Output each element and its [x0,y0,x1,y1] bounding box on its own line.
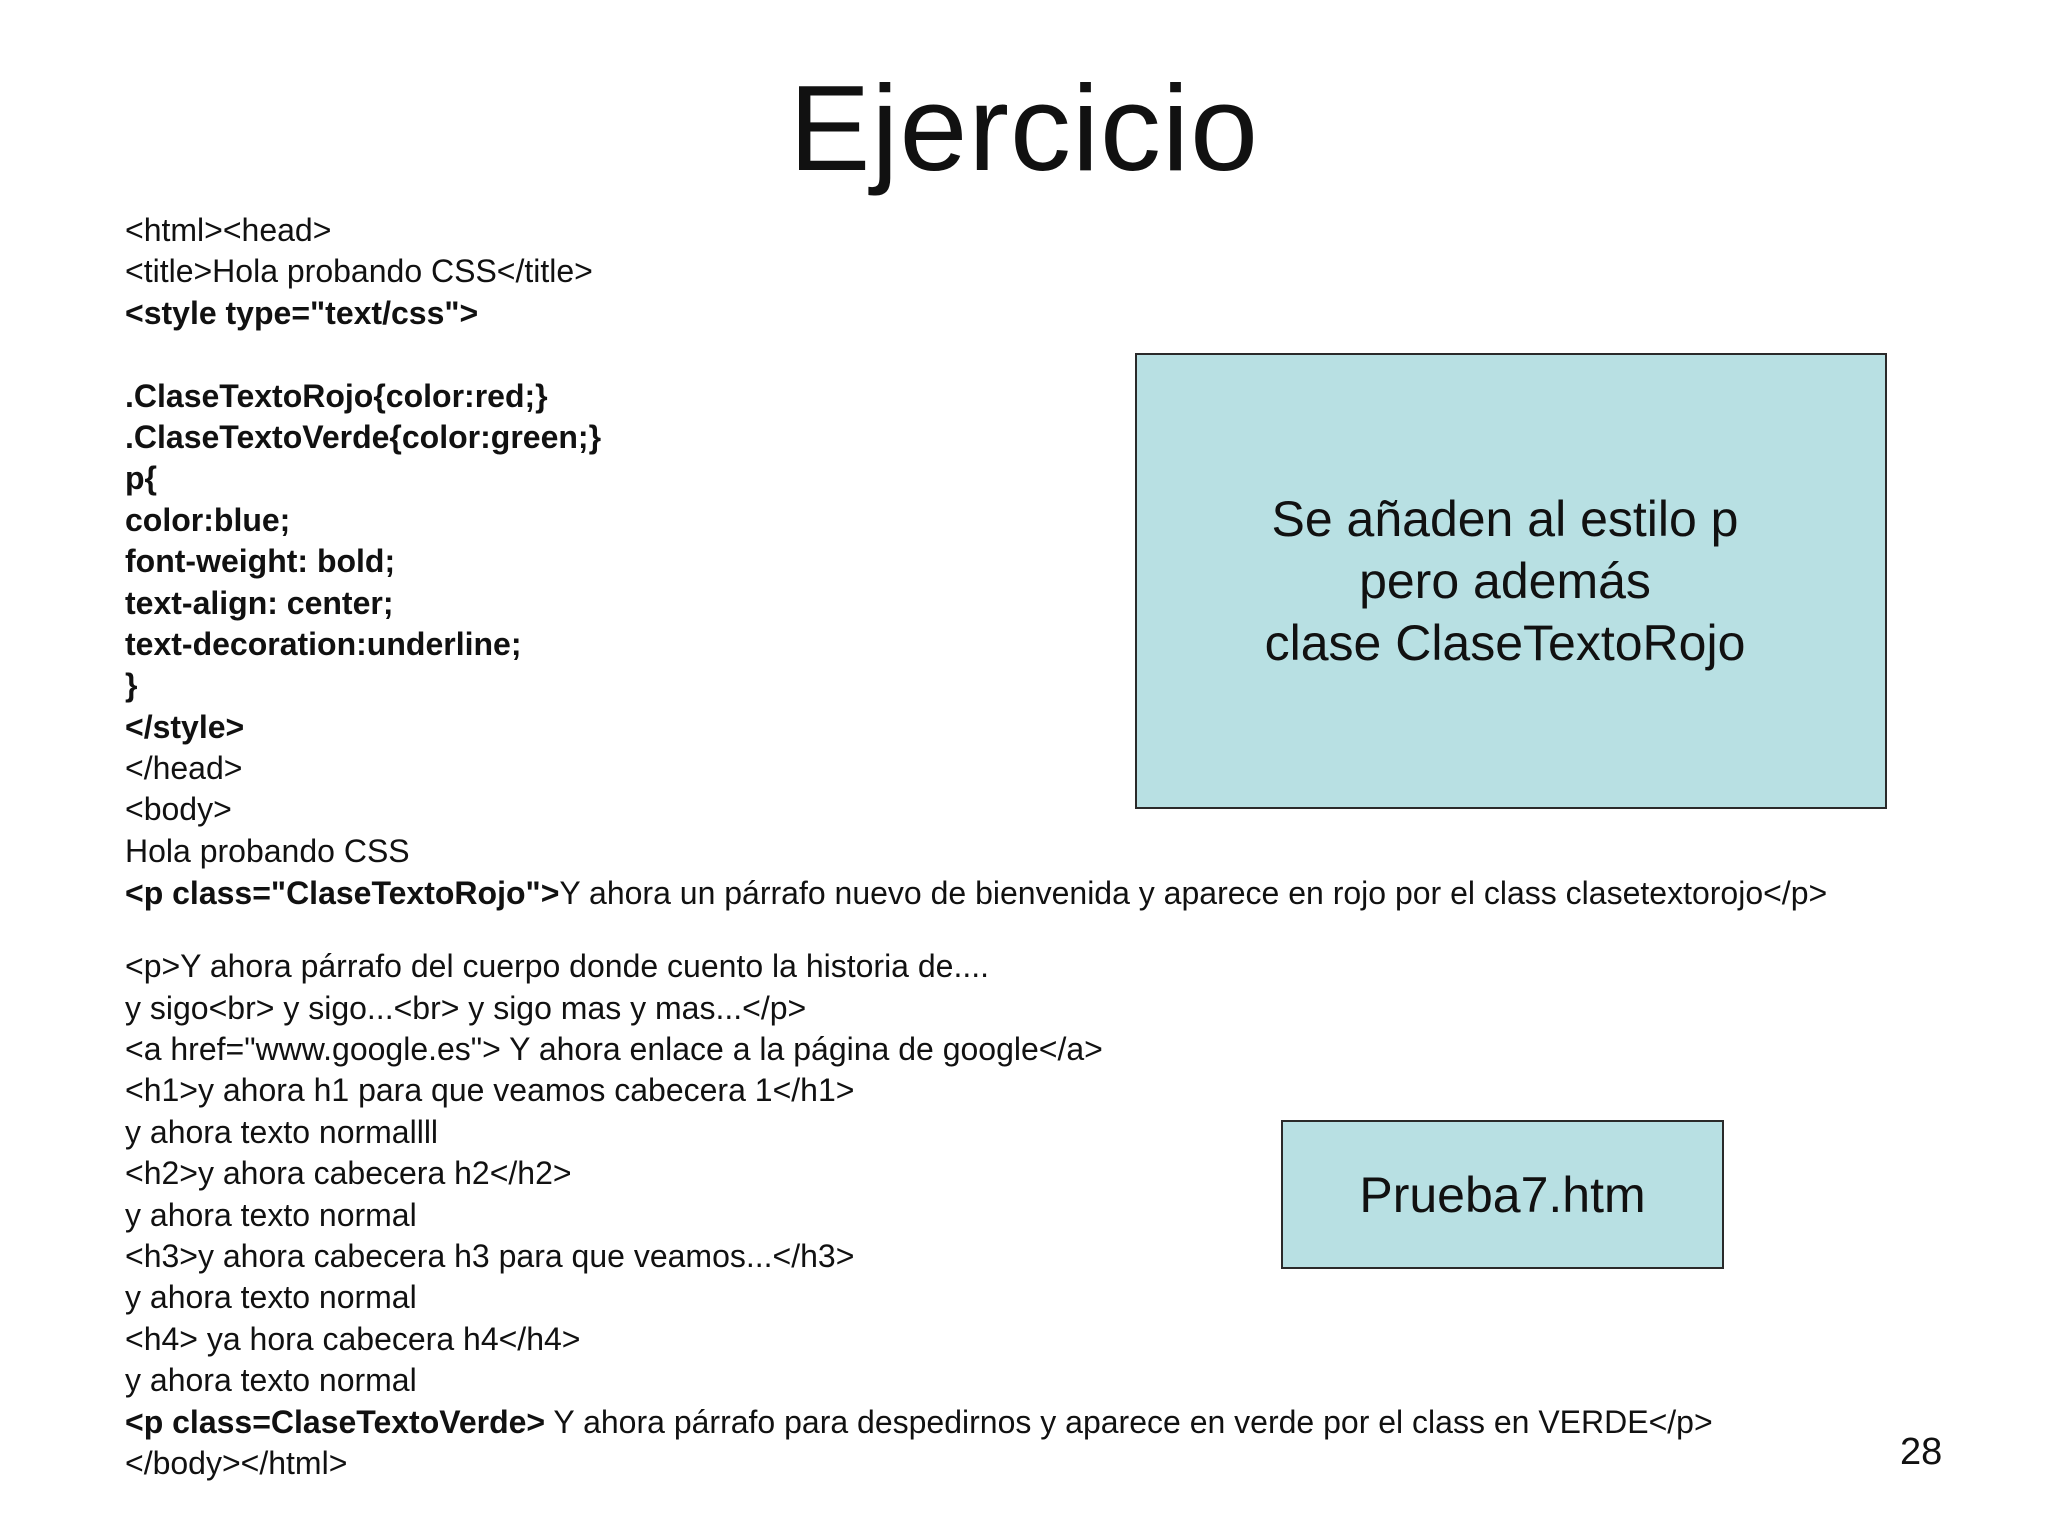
code-line-text-part: <html><head> [125,212,332,248]
code-line-bold-part: <p class=ClaseTextoVerde> [125,1403,546,1440]
code-line-text-part: y ahora texto normal [125,1362,417,1399]
code-line [125,946,1905,987]
code-line [125,210,1905,251]
code-line-text-part: y sigo<br> y sigo...<br> y sigo mas y mas...</p> [125,989,807,1026]
code-line-text-part: Hola probando CSS [125,832,410,869]
code-line-bold-part: .ClaseTextoVerde{color:green;} [125,418,602,455]
code-line-bold-part: </style> [125,708,245,745]
code-line [125,1029,1905,1070]
code-line-bold-part: p{ [125,460,157,497]
code-line-bold-part: .ClaseTextoRojo{color:red;} [125,377,548,414]
code-line [125,1319,1905,1360]
code-line-text-part: <p>Y ahora párrafo del cuerpo donde cuento la historia de.... [125,948,990,985]
code-line-text-part: <h2>y ahora cabecera h2</h2> [125,1155,572,1192]
file-name-text: Prueba7.htm [1359,1166,1646,1223]
note-callout-box [1135,353,1887,809]
code-line [125,293,1905,334]
code-line-bold-part: color:blue; [125,501,291,538]
code-line-text-part: y ahora texto normal [125,1196,417,1233]
code-line [125,1402,1905,1443]
code-line-bold-part: } [125,667,138,704]
code-line-text-part: </body></html> [125,1444,348,1481]
code-line-text-part: <title>Hola probando CSS</title> [125,253,593,290]
code-line-text-part: y ahora texto normal [125,1279,417,1316]
code-line-text-part: Y ahora párrafo para despedirnos y aparece en verde por el class en VERDE</p> [545,1403,1713,1440]
code-line [125,251,1905,292]
code-line [125,872,1905,946]
code-line-text-part: <h1>y ahora h1 para que veamos cabecera 1</h1> [125,1072,855,1109]
code-line-text-part: <h4> ya hora cabecera h4</h4> [125,1320,581,1357]
code-line-text-part: Y ahora un párrafo nuevo de bienvenida y aparece en rojo por el class clasetextorojo</p> [559,875,1828,912]
code-line-text-part: <body> [125,791,232,828]
code-line [125,1070,1905,1111]
code-line-text-part: </head> [125,750,243,787]
code-line [125,1360,1905,1401]
note-callout-text: Se añaden al estilo p pero además clase ClaseTextoRojo [1264,491,1746,671]
code-line [125,831,1905,872]
code-line-bold-part: <style type="text/css"> [125,294,479,331]
code-line-bold-part: <p class="ClaseTextoRojo"> [125,875,560,912]
code-line [125,988,1905,1029]
code-line-text-part: <h3>y ahora cabecera h3 para que veamos...</h3> [125,1237,855,1274]
code-line-text-part: <a href="www.google.es"> Y ahora enlace a la página de google</a> [125,1031,1103,1068]
code-line-text-part: y ahora texto normallll [125,1113,439,1150]
code-line-bold-part: text-align: center; [125,584,394,621]
code-line [125,1443,1905,1484]
code-line [125,1277,1905,1318]
page-number: 28 [1900,1431,1943,1473]
slide-title: Ejercicio [788,60,1259,196]
code-line-bold-part: font-weight: bold; [125,543,396,580]
file-name-box [1281,1120,1724,1269]
code-line-bold-part: text-decoration:underline; [125,625,522,662]
